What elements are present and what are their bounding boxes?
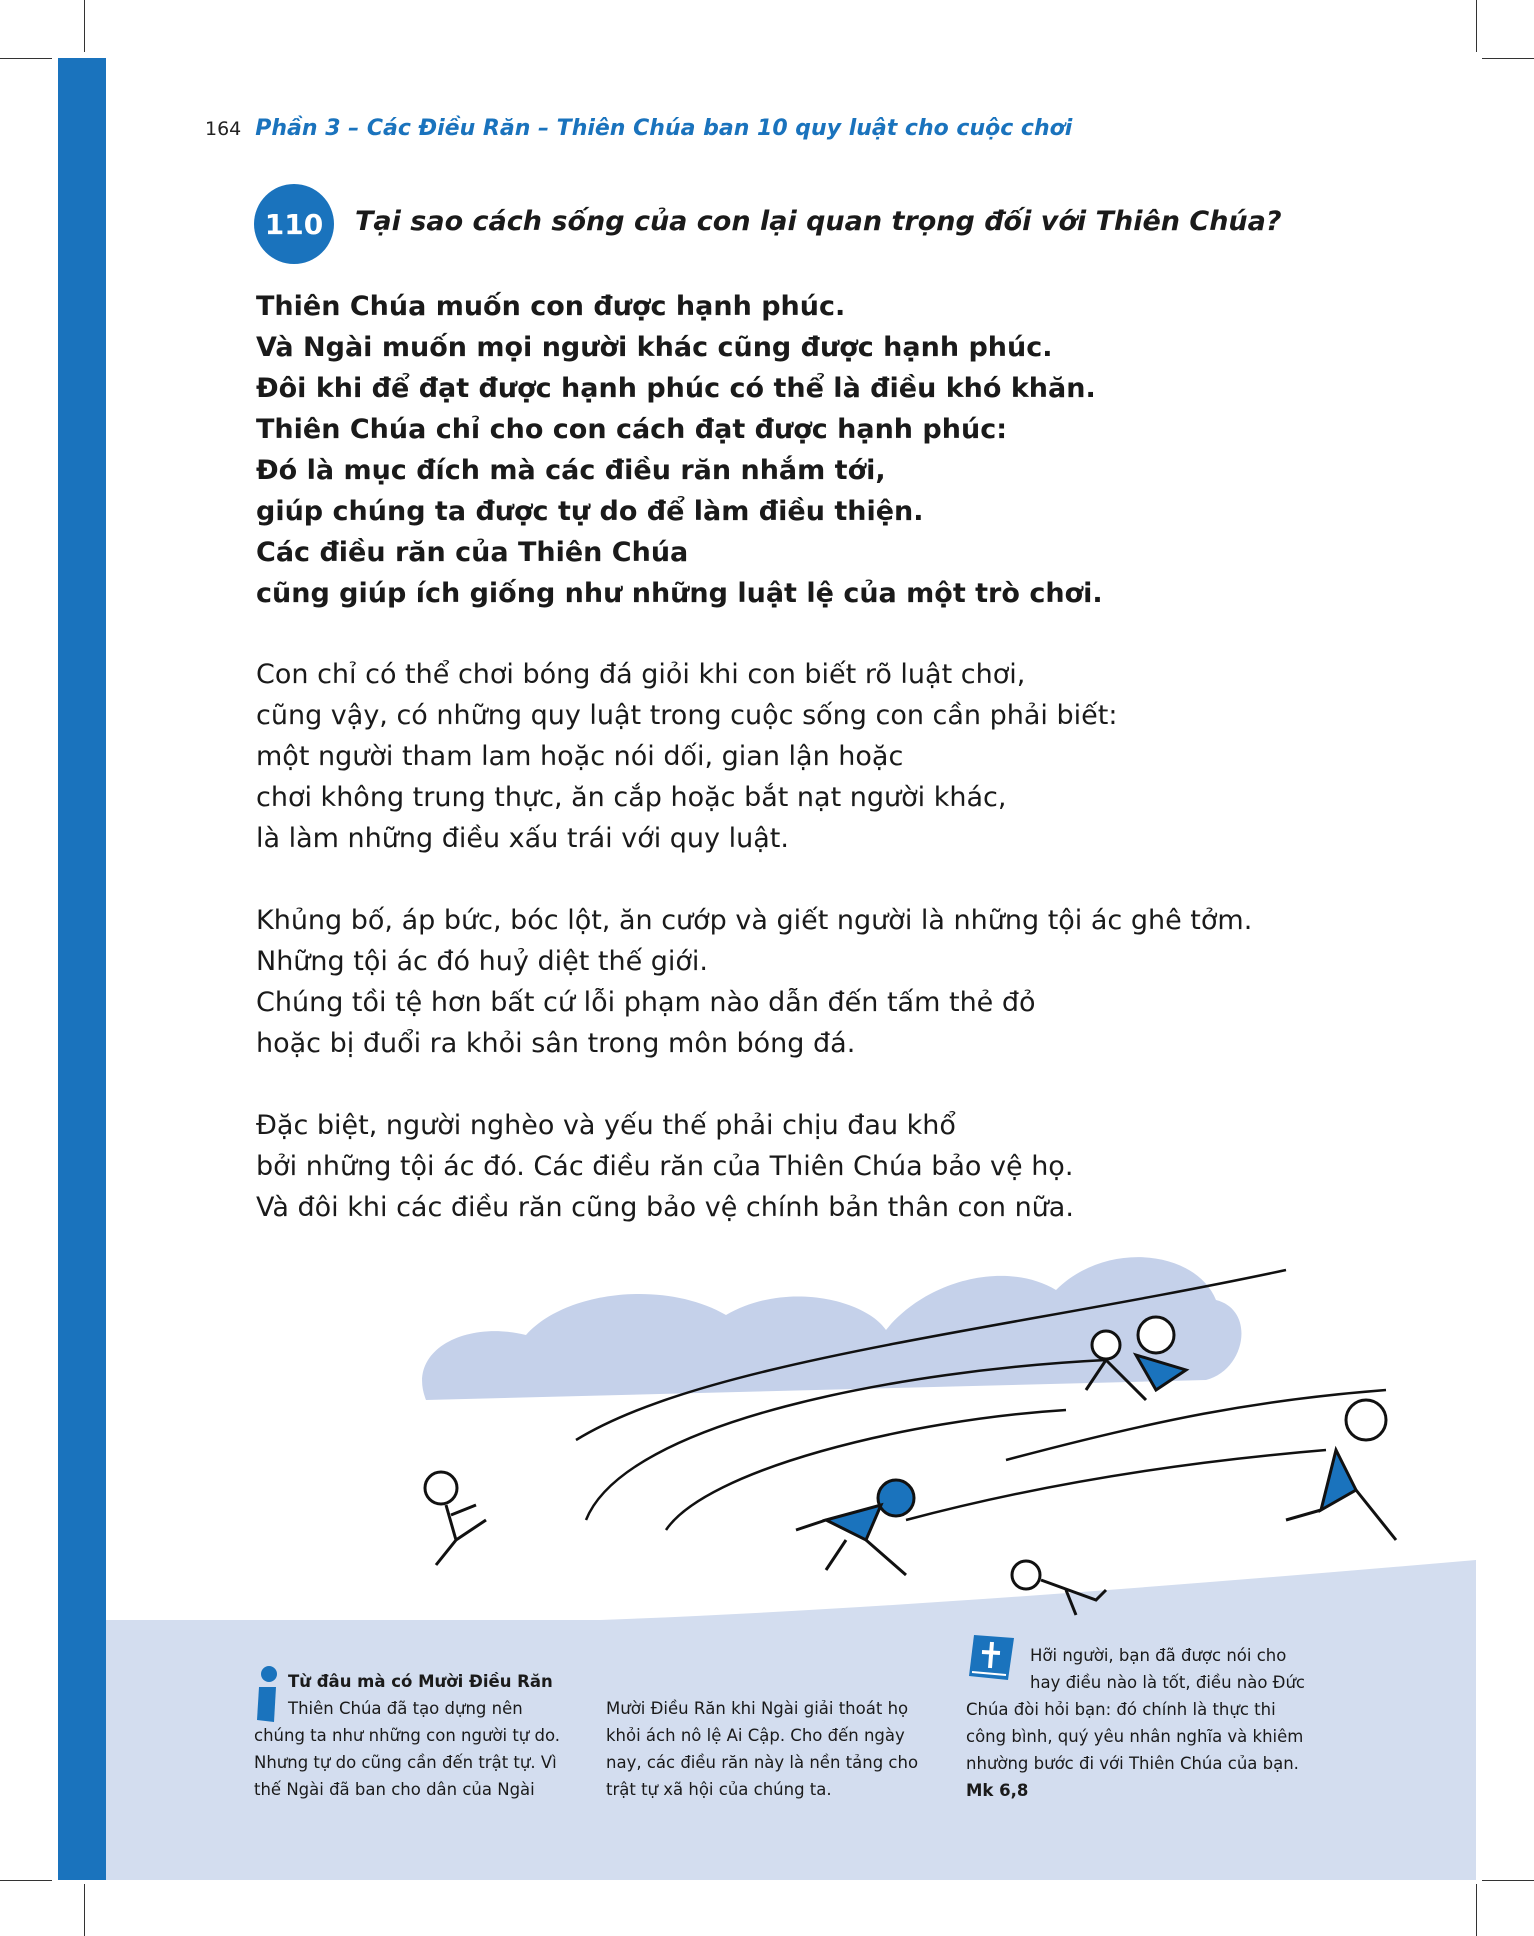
info-line: trật tự xã hội của chúng ta.	[606, 1780, 832, 1799]
question-number-badge: 110	[254, 184, 334, 264]
quote-reference: Mk 6,8	[966, 1781, 1029, 1800]
football-illustration	[106, 1220, 1476, 1640]
running-header	[205, 116, 1072, 141]
paragraph-line: bởi những tội ác đó. Các điều răn của Thiên Chúa bảo vệ họ.	[256, 1151, 1074, 1182]
paragraph-line: chơi không trung thực, ăn cắp hoặc bắt nạt người khác,	[256, 782, 1007, 813]
footer-info-area	[106, 1620, 1476, 1880]
quote-line: Chúa đòi hỏi bạn: đó chính là thực thi	[966, 1700, 1276, 1719]
quote-box-top	[1030, 1642, 1305, 1696]
crop-mark	[84, 1884, 85, 1936]
paragraph-3	[256, 1105, 1074, 1228]
paragraph-line: một người tham lam hoặc nói dối, gian lận hoặc	[256, 741, 904, 772]
paragraph-line: Con chỉ có thể chơi bóng đá giỏi khi con biết rõ luật chơi,	[256, 659, 1026, 690]
bible-icon	[966, 1632, 1018, 1682]
info-line: Mười Điều Răn khi Ngài giải thoát họ	[606, 1699, 909, 1718]
answer-line: Và Ngài muốn mọi người khác cũng được hạnh phúc.	[256, 332, 1053, 363]
answer-bold	[256, 286, 1103, 614]
info-box-title: Từ đâu mà có Mười Điều Răn	[288, 1672, 553, 1691]
paragraph-line: Chúng tồi tệ hơn bất cứ lỗi phạm nào dẫn đến tấm thẻ đỏ	[256, 987, 1036, 1018]
paragraph-line: cũng vậy, có những quy luật trong cuộc sống con cần phải biết:	[256, 700, 1118, 731]
info-line: Thiên Chúa đã tạo dựng nên	[288, 1699, 523, 1718]
info-line: Nhưng tự do cũng cần đến trật tự. Vì	[254, 1753, 557, 1772]
paragraph-line: là làm những điều xấu trái với quy luật.	[256, 823, 789, 854]
answer-line: Đó là mục đích mà các điều răn nhắm tới,	[256, 455, 886, 486]
paragraph-line: Khủng bố, áp bức, bóc lột, ăn cướp và giết người là những tội ác ghê tởm.	[256, 905, 1253, 936]
info-line: nay, các điều răn này là nền tảng cho	[606, 1753, 919, 1772]
paragraph-2	[256, 900, 1252, 1064]
info-icon	[254, 1665, 280, 1723]
info-box-col2	[606, 1695, 918, 1803]
paragraph-line: hoặc bị đuổi ra khỏi sân trong môn bóng đá.	[256, 1028, 856, 1059]
info-line: thế Ngài đã ban cho dân của Ngài	[254, 1780, 535, 1799]
crop-mark	[1476, 1884, 1477, 1936]
crop-mark	[1476, 0, 1477, 52]
quote-line: công bình, quý yêu nhân nghĩa và khiêm	[966, 1727, 1304, 1746]
cloud	[422, 1257, 1241, 1400]
info-line: khỏi ách nô lệ Ai Cập. Cho đến ngày	[606, 1726, 905, 1745]
answer-line: Đôi khi để đạt được hạnh phúc có thể là điều khó khăn.	[256, 373, 1096, 404]
section-title: Phần 3 – Các Điều Răn – Thiên Chúa ban 10 quy luật cho cuộc chơi	[255, 116, 1073, 141]
crop-mark	[84, 0, 85, 52]
answer-line: cũng giúp ích giống như những luật lệ của một trò chơi.	[256, 578, 1103, 609]
crop-mark	[1482, 1880, 1534, 1881]
page-side-bar	[58, 58, 106, 1880]
answer-line: giúp chúng ta được tự do để làm điều thiện.	[256, 496, 924, 527]
paragraph-1	[256, 654, 1117, 859]
quote-line: Hỡi người, bạn đã được nói cho	[1030, 1646, 1287, 1665]
info-line: chúng ta như những con người tự do.	[254, 1726, 561, 1745]
answer-line: Thiên Chúa chỉ cho con cách đạt được hạnh phúc:	[256, 414, 1008, 445]
crop-mark	[1482, 58, 1534, 59]
quote-box-rest	[966, 1696, 1303, 1804]
page-number: 164	[205, 118, 242, 140]
answer-line: Các điều răn của Thiên Chúa	[256, 537, 689, 568]
paragraph-line: Những tội ác đó huỷ diệt thế giới.	[256, 946, 708, 977]
player-figure-right	[1286, 1400, 1396, 1540]
paragraph-line: Đặc biệt, người nghèo và yếu thế phải chịu đau khổ	[256, 1110, 956, 1141]
player-figure-left	[425, 1472, 486, 1565]
quote-line: hay điều nào là tốt, điều nào Đức	[1030, 1673, 1305, 1692]
question-title: Tại sao cách sống của con lại quan trọng đối với Thiên Chúa?	[355, 206, 1282, 237]
info-box-col1-rest	[254, 1722, 560, 1803]
player-figure-center	[796, 1480, 914, 1575]
crop-mark	[0, 1880, 52, 1881]
crop-mark	[0, 58, 52, 59]
paragraph-line: Và đôi khi các điều răn cũng bảo vệ chính bản thân con nữa.	[256, 1192, 1074, 1223]
info-box-col1	[288, 1668, 553, 1722]
answer-line: Thiên Chúa muốn con được hạnh phúc.	[256, 291, 846, 322]
quote-line: nhường bước đi với Thiên Chúa của bạn.	[966, 1754, 1299, 1773]
